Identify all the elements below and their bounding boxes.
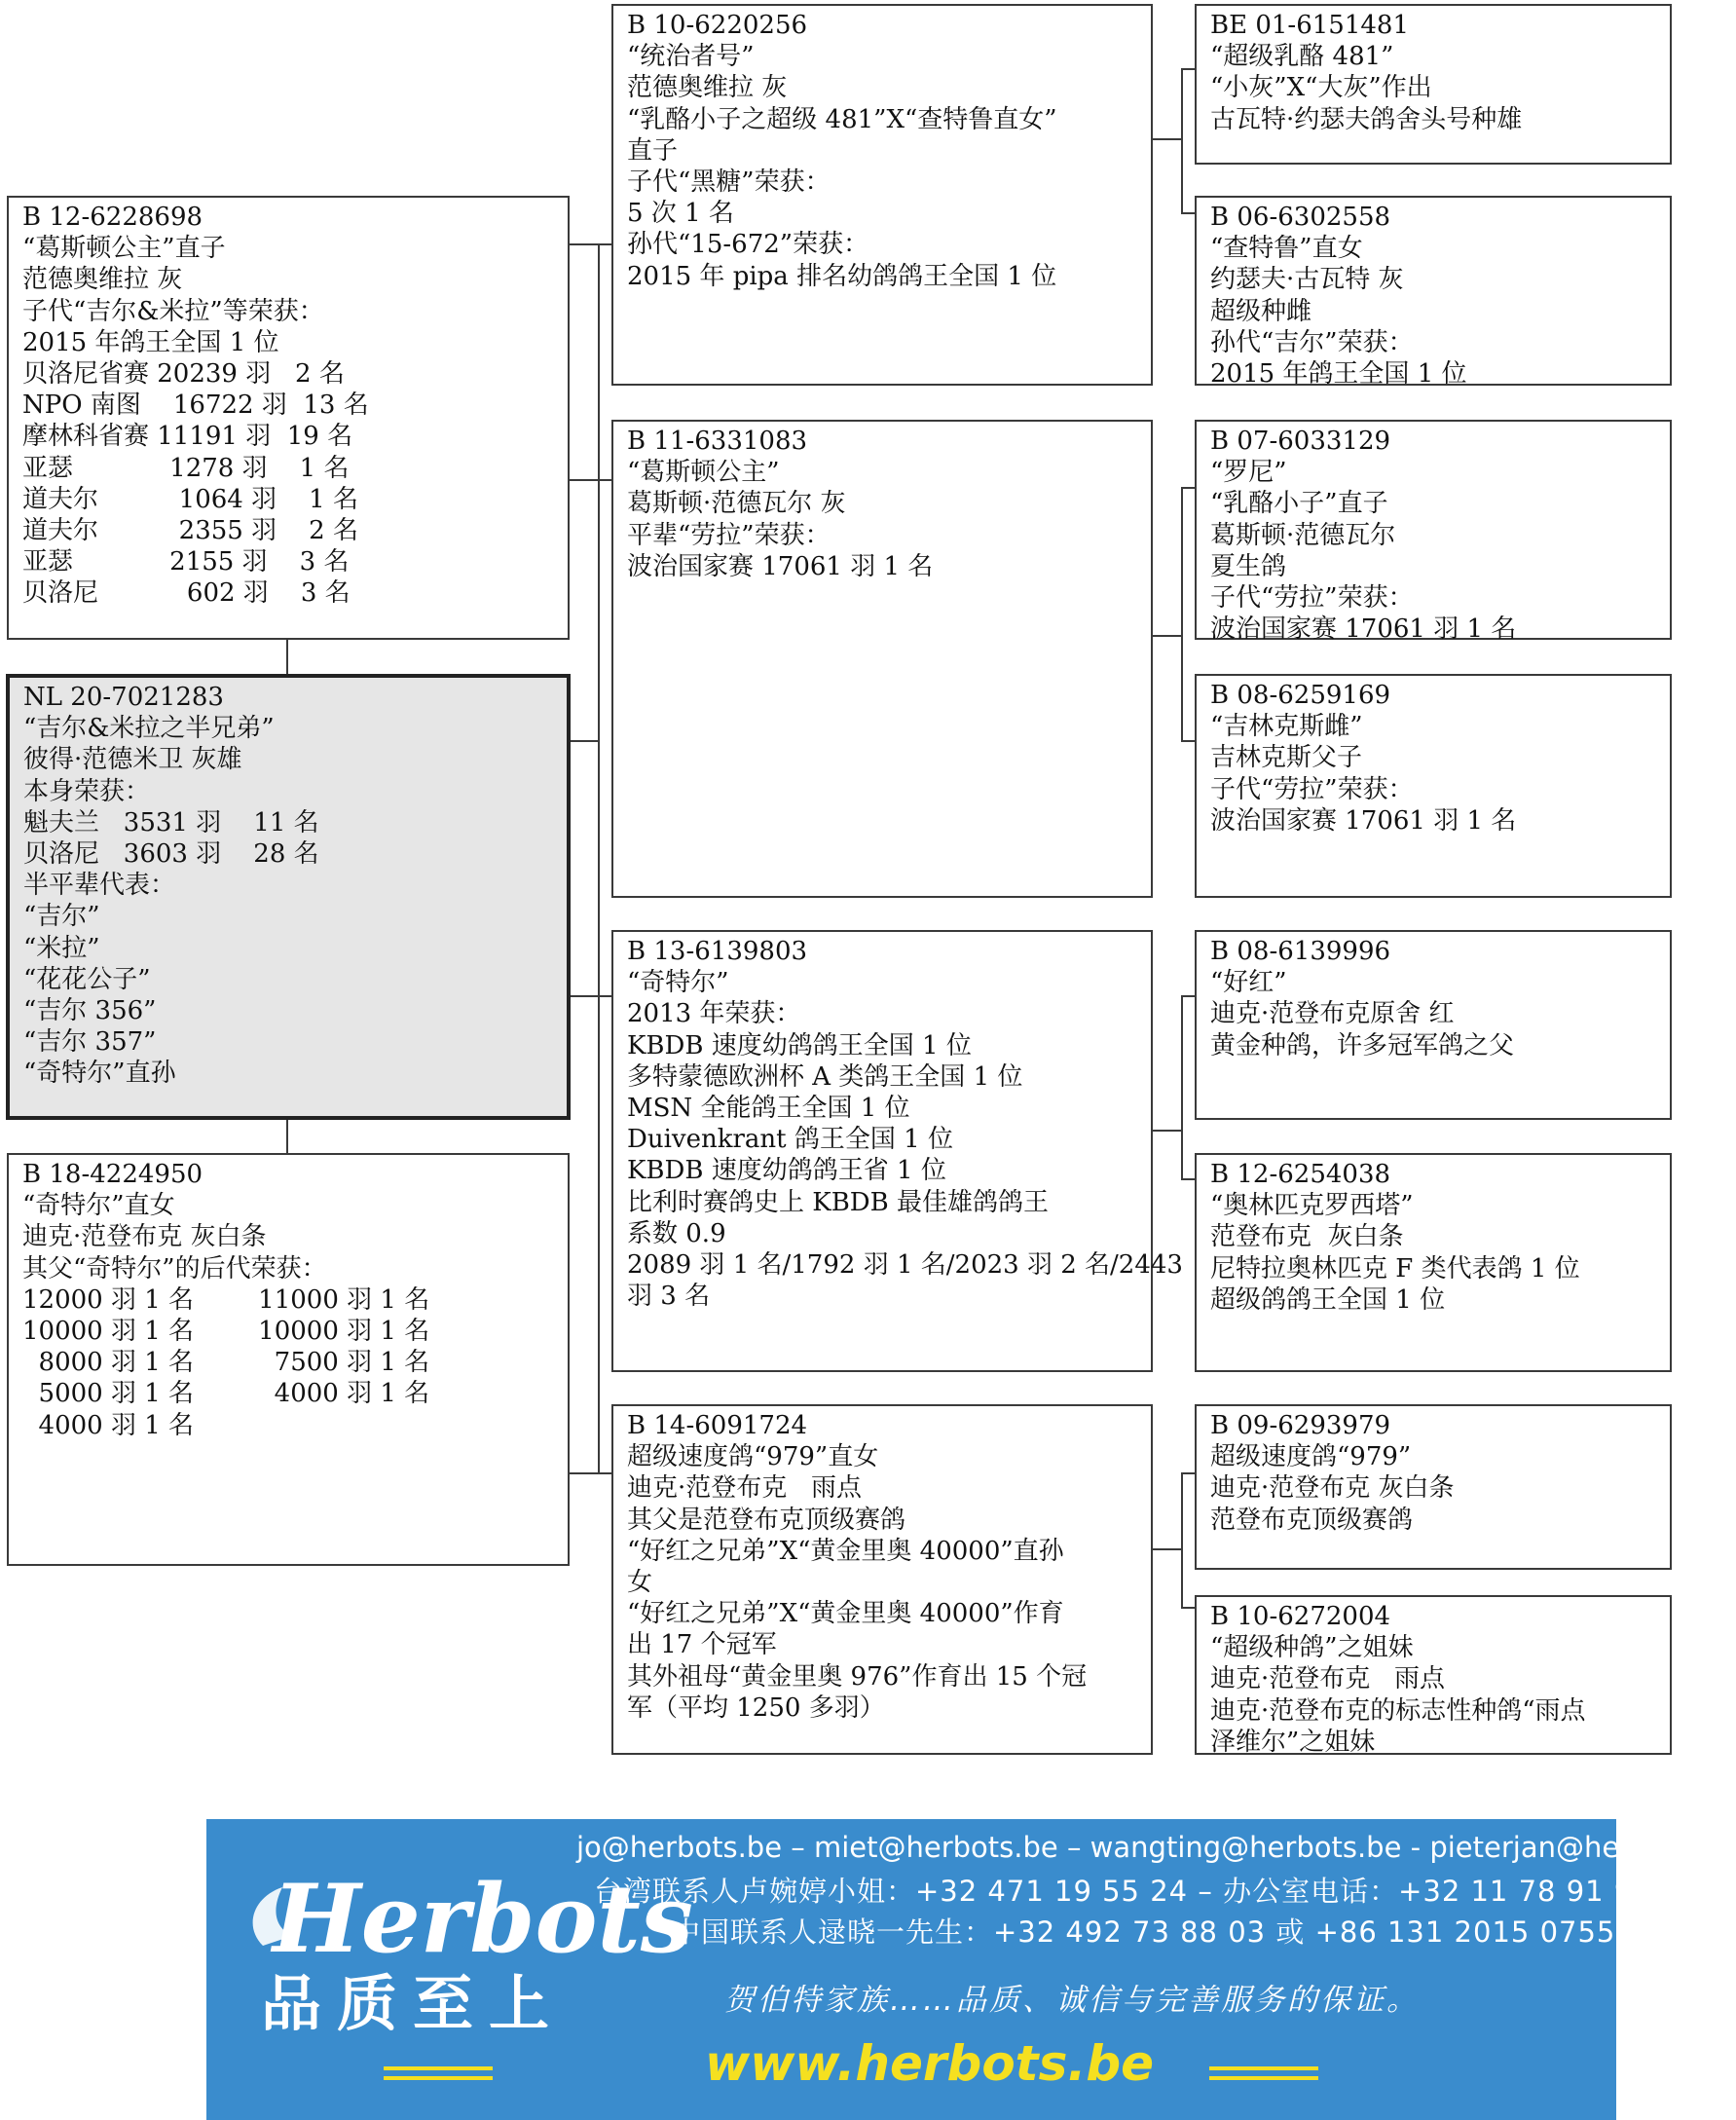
pedigree-line: “奇特尔” (627, 968, 729, 998)
pedigree-line: “超级种鸽”之姐妹 (1210, 1633, 1414, 1663)
gg7-box (1195, 1404, 1672, 1570)
connector-ds-right (1152, 1130, 1181, 1132)
pedigree-line: 道夫尔 2355 羽 2 名 (22, 516, 358, 546)
pedigree-line: 波治国家赛 17061 羽 1 名 (627, 551, 934, 581)
pedigree-line: B 07-6033129 (1210, 427, 1391, 456)
gg2-box (1195, 196, 1672, 390)
pedigree-line: B 18-4224950 (22, 1160, 203, 1189)
subject-box (6, 674, 571, 1120)
pedigree-line: 子代“黑糖”荣获： (627, 167, 831, 198)
pedigree-line: 波治国家赛 17061 羽 1 名 (1210, 614, 1517, 645)
pedigree-line: 比利时赛鸽史上 KBDB 最佳雄鸽鸽王 (627, 1187, 1050, 1217)
pedigree-line: “奇特尔”直女 (22, 1191, 175, 1221)
pedigree-line: 范登布克 灰白条 (1210, 1222, 1404, 1252)
pedigree-line: 2089 羽 1 名/1792 羽 1 名/2023 羽 2 名/2443 (627, 1250, 1183, 1281)
pedigree-line: B 11-6331083 (627, 427, 808, 456)
sire-box (7, 196, 570, 640)
pedigree-line: “好红之兄弟”X“黄金里奥 40000”直孙 (627, 1536, 1064, 1566)
contact-phone-china: 中国联系人逯晓一先生：+32 492 73 88 03 或 +86 131 2015 0755 (672, 1915, 1616, 1949)
pedigree-line: NL 20-7021283 (23, 683, 224, 712)
pedigree-line: 彼得·范德米卫 灰雄 (23, 745, 242, 775)
sire-sire-box (611, 4, 1153, 386)
pedigree-line: B 06-6302558 (1210, 203, 1391, 232)
gg3-box (1195, 420, 1672, 645)
pedigree-line: 子代“劳拉”荣获： (1210, 583, 1414, 614)
pedigree-line: 孙代“吉尔”荣获： (1210, 327, 1414, 357)
pedigree-line: 黄金种鸽，许多冠军鸽之父 (1210, 1030, 1515, 1060)
pedigree-line: “统治者号” (627, 42, 755, 72)
pedigree-line: 葛斯顿·范德瓦尔 (1210, 520, 1396, 550)
pedigree-line: 范德奥维拉 灰 (22, 265, 183, 295)
pedigree-line: “吉尔 356” (23, 996, 157, 1026)
pedigree-line: 4000 羽 1 名 (22, 1410, 195, 1440)
dam-box (7, 1153, 570, 1566)
pedigree-line: 出 17 个冠军 (627, 1630, 777, 1660)
pedigree-line: “葛斯顿公主”直子 (22, 234, 226, 264)
pedigree-line: 吉林克斯父子 (1210, 743, 1363, 773)
pedigree-line: 迪克·范登布克 灰白条 (22, 1222, 267, 1252)
pedigree-line: 波治国家赛 17061 羽 1 名 (1210, 805, 1517, 836)
deco-line-left-bottom (384, 2076, 493, 2080)
pedigree-line: B 09-6293979 (1210, 1411, 1391, 1440)
pedigree-line: 迪克·范登布克 灰白条 (1210, 1473, 1455, 1504)
pedigree-line: “查特鲁”直女 (1210, 234, 1363, 264)
pedigree-line: 其父“奇特尔”的后代荣获： (22, 1253, 327, 1283)
pedigree-line: 超级速度鸽“979”直女 (627, 1442, 879, 1472)
deco-line-right-top (1209, 2066, 1318, 2070)
pedigree-line: 系数 0.9 (627, 1218, 726, 1248)
pedigree-line: 多特蒙德欧洲杯 A 类鸽王全国 1 位 (627, 1061, 1023, 1092)
pedigree-line: 8000 羽 1 名 7500 羽 1 名 (22, 1348, 430, 1378)
deco-line-right-bottom (1209, 2076, 1318, 2080)
pedigree-line: 本身荣获： (23, 776, 151, 806)
pedigree-line: “葛斯顿公主” (627, 458, 780, 488)
connector-sd-spine (1181, 487, 1183, 742)
website-link[interactable]: www.herbots.be (705, 2035, 1155, 2092)
gg6-box (1195, 1153, 1672, 1372)
gg1-box (1195, 4, 1672, 165)
contact-emails[interactable]: jo@herbots.be – miet@herbots.be – wangting@herbots.be - pieterjan@herbots.be (576, 1831, 1736, 1864)
pedigree-line: 2013 年荣获： (627, 999, 801, 1029)
pedigree-line: “小灰”X“大灰”作出 (1210, 73, 1432, 103)
pedigree-line: Duivenkrant 鸽王全国 1 位 (627, 1125, 953, 1155)
pedigree-line: 5 次 1 名 (627, 199, 734, 229)
pedigree-line: 葛斯顿·范德瓦尔 灰 (627, 489, 846, 519)
sire-dam-box (611, 420, 1153, 898)
pedigree-line: 范德奥维拉 灰 (627, 73, 788, 103)
pedigree-line: 5000 羽 1 名 4000 羽 1 名 (22, 1379, 430, 1409)
pedigree-line: 12000 羽 1 名 11000 羽 1 名 (22, 1284, 430, 1315)
pedigree-line: 迪克·范登布克原舍 红 (1210, 999, 1455, 1029)
pedigree-line: 摩林科省赛 11191 羽 19 名 (22, 422, 353, 452)
pedigree-line: “奇特尔”直孙 (23, 1059, 176, 1089)
pedigree-line: 贝洛尼 3603 羽 28 名 (23, 839, 319, 870)
pedigree-line: 亚瑟 2155 羽 3 名 (22, 547, 350, 577)
pedigree-line: 其外祖母“黄金里奥 976”作育出 15 个冠 (627, 1661, 1088, 1692)
pedigree-line: KBDB 速度幼鸽鸽王省 1 位 (627, 1156, 946, 1186)
pedigree-line: “超级乳酪 481” (1210, 42, 1394, 72)
pedigree-line: B 13-6139803 (627, 937, 808, 966)
pedigree-line: “吉尔 357” (23, 1027, 157, 1058)
pedigree-line: “乳酪小子”直子 (1210, 489, 1388, 519)
pedigree-line: B 12-6254038 (1210, 1160, 1391, 1189)
contact-phone-taiwan: 台湾联系人卢婉婷小姐：+32 471 19 55 24 – 办公室电话：+32 11 78 91 90 (594, 1875, 1652, 1908)
pedigree-line: KBDB 速度幼鸽鸽王全国 1 位 (627, 1030, 972, 1060)
pedigree-line: 超级种雌 (1210, 296, 1312, 326)
pedigree-line: 超级鸽鸽王全国 1 位 (1210, 1284, 1446, 1315)
connector-sd-right (1152, 635, 1181, 637)
pedigree-line: 贝洛尼省赛 20239 羽 2 名 (22, 359, 345, 390)
connector-gen2-spine (598, 243, 600, 1472)
connector-ss-right (1152, 138, 1181, 140)
pedigree-line: 女 (627, 1568, 653, 1598)
pedigree-line: 约瑟夫·古瓦特 灰 (1210, 265, 1404, 295)
deco-line-left-top (384, 2066, 493, 2070)
pedigree-line: “吉尔&米拉之半兄弟” (23, 714, 275, 744)
connector-sire-subject (286, 639, 288, 674)
pedigree-line: B 10-6272004 (1210, 1602, 1391, 1631)
pedigree-line: 尼特拉奥林匹克 F 类代表鸽 1 位 (1210, 1253, 1580, 1283)
pedigree-line: 2015 年鸽王全国 1 位 (22, 327, 279, 357)
pedigree-line: “奥林匹克罗西塔” (1210, 1191, 1414, 1221)
pedigree-line: 亚瑟 1278 羽 1 名 (22, 453, 350, 483)
pedigree-line: 2015 年 pipa 排名幼鸽鸽王全国 1 位 (627, 261, 1057, 291)
pedigree-line: 迪克·范登布克 雨点 (627, 1473, 863, 1504)
gg4-box (1195, 674, 1672, 898)
pedigree-line: 迪克·范登布克的标志性种鸽“雨点 (1210, 1695, 1586, 1726)
pedigree-line: 迪克·范登布克 雨点 (1210, 1664, 1446, 1694)
pedigree-line: “乳酪小子之超级 481”X“查特鲁直女” (627, 104, 1057, 134)
pedigree-line: B 10-6220256 (627, 11, 808, 40)
connector-ds-spine (1181, 995, 1183, 1180)
pedigree-line: “好红” (1210, 968, 1287, 998)
connector-to-sire-dam (569, 479, 613, 481)
pedigree-line: 古瓦特·约瑟夫鸽舍头号种雄 (1210, 104, 1523, 134)
connector-subject-right (569, 740, 598, 742)
pedigree-line: 贝洛尼 602 羽 3 名 (22, 578, 351, 609)
connector-ss-spine (1181, 68, 1183, 214)
connector-dd-right (1152, 1548, 1181, 1550)
brand-logotype: Herbots (273, 1864, 693, 1974)
pedigree-line: 泽维尔”之姐妹 (1210, 1727, 1376, 1757)
pedigree-line: 10000 羽 1 名 10000 羽 1 名 (22, 1317, 430, 1347)
pedigree-line: 孙代“15-672”荣获： (627, 230, 869, 260)
pedigree-line: 羽 3 名 (627, 1282, 711, 1312)
connector-subject-dam (286, 1118, 288, 1153)
footer-tagline: 贺伯特家族……品质、诚信与完善服务的保证。 (724, 1983, 1420, 2018)
pedigree-line: 2015 年鸽王全国 1 位 (1210, 359, 1467, 390)
pedigree-line: 半平辈代表： (23, 871, 176, 901)
gg5-box (1195, 930, 1672, 1120)
connector-to-sire-sire (569, 243, 613, 245)
dam-sire-box (611, 930, 1183, 1372)
pedigree-line: “米拉” (23, 933, 100, 963)
pedigree-line: “吉尔” (23, 902, 100, 932)
pedigree-line: B 12-6228698 (22, 203, 203, 232)
pedigree-line: BE 01-6151481 (1210, 11, 1410, 40)
pedigree-line: “好红之兄弟”X“黄金里奥 40000”作育 (627, 1599, 1064, 1629)
pedigree-line: “花花公子” (23, 964, 151, 994)
connector-dd-spine (1181, 1472, 1183, 1609)
pedigree-line: 其父是范登布克顶级赛鸽 (627, 1505, 906, 1535)
pedigree-line: 超级速度鸽“979” (1210, 1442, 1412, 1472)
pedigree-line: 平辈“劳拉”荣获： (627, 520, 831, 550)
pedigree-line: NPO 南图 16722 羽 13 名 (22, 391, 369, 421)
pedigree-line: 军（平均 1250 多羽） (627, 1692, 885, 1723)
pedigree-line: “吉林克斯雌” (1210, 712, 1363, 742)
pedigree-line: B 14-6091724 (627, 1411, 808, 1440)
gg8-box (1195, 1595, 1672, 1755)
slogan: 品质至上 (261, 1968, 566, 2039)
pedigree-line: 夏生鸽 (1210, 551, 1287, 581)
pedigree-line: B 08-6259169 (1210, 681, 1391, 710)
pedigree-line: B 08-6139996 (1210, 937, 1391, 966)
connector-to-dam-dam (569, 1472, 613, 1474)
pedigree-line: 直子 (627, 135, 679, 166)
pedigree-line: “罗尼” (1210, 458, 1287, 488)
footer-banner (206, 1819, 1736, 2120)
pedigree-line: 魁夫兰 3531 羽 11 名 (23, 807, 319, 837)
pedigree-line: MSN 全能鸽王全国 1 位 (627, 1094, 910, 1124)
dam-dam-box (611, 1404, 1153, 1755)
pedigree-line: 子代“劳拉”荣获： (1210, 774, 1414, 804)
pedigree-line: 范登布克顶级赛鸽 (1210, 1505, 1414, 1535)
pedigree-line: 子代“吉尔&米拉”等荣获： (22, 296, 324, 326)
pedigree-line: 道夫尔 1064 羽 1 名 (22, 484, 358, 514)
connector-to-dam-sire (569, 995, 613, 997)
